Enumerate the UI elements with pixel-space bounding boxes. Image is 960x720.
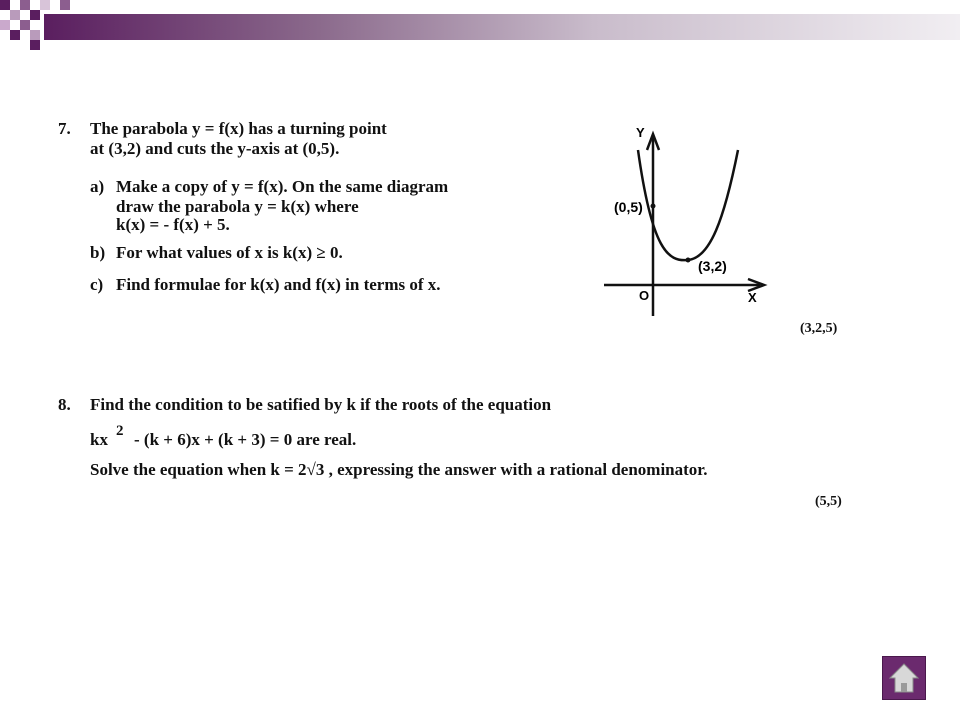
turning-point-marker <box>686 258 691 263</box>
question-7-line2: at (3,2) and cuts the y-axis at (0,5). <box>90 139 340 158</box>
part-a-label: a) <box>90 177 105 196</box>
x-axis-label: X <box>748 290 757 305</box>
part-c-label: c) <box>90 275 104 294</box>
question-8-eq-k: kx <box>90 430 108 449</box>
x-axis-arrow <box>748 279 764 291</box>
part-c-text: Find formulae for k(x) and f(x) in terms of x. <box>116 275 441 294</box>
turning-point-label: (3,2) <box>698 258 727 274</box>
y-axis-label: Y <box>636 125 645 140</box>
question-7-number: 7. <box>58 119 71 138</box>
question-8-eq-sup: 2 <box>116 423 124 439</box>
part-a-line2: draw the parabola y = k(x) where <box>116 197 359 216</box>
question-8-line3: Solve the equation when k = 2√3 , expressing the answer with a rational denominator. <box>90 460 708 479</box>
question-8-marks: (5,5) <box>815 494 842 509</box>
question-8-line1: Find the condition to be satified by k if the roots of the equation <box>90 395 552 414</box>
part-a-line3: k(x) = - f(x) + 5. <box>116 215 230 234</box>
parabola-curve <box>638 150 738 260</box>
origin-label: O <box>639 288 650 303</box>
part-a-line1: Make a copy of y = f(x). On the same diagram <box>116 177 449 196</box>
question-8-eq-rest: - (k + 6)x + (k + 3) = 0 are real. <box>134 430 357 449</box>
home-button[interactable] <box>882 656 926 700</box>
question-8-number: 8. <box>58 395 71 414</box>
question-7-line1: The parabola y = f(x) has a turning point <box>90 119 387 138</box>
part-b-label: b) <box>90 243 106 262</box>
question-7-marks: (3,2,5) <box>800 321 838 336</box>
y-axis-arrow <box>647 134 659 150</box>
part-b-text: For what values of x is k(x) ≥ 0. <box>116 243 343 262</box>
header-bar <box>44 14 960 40</box>
home-icon <box>887 661 921 695</box>
intercept-marker <box>651 204 656 209</box>
intercept-label: (0,5) <box>614 199 643 215</box>
